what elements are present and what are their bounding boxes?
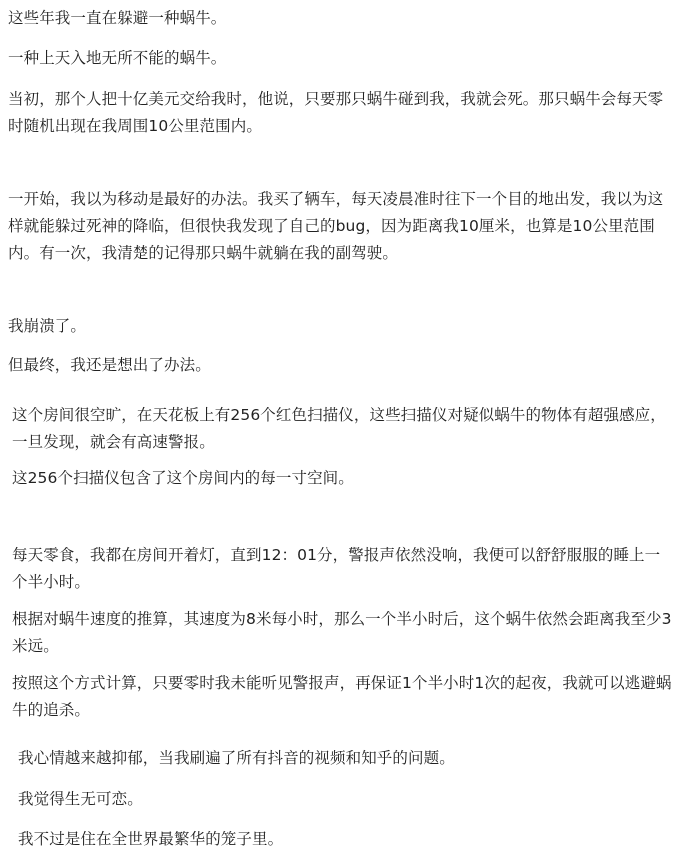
paragraph-14: 我不过是住在全世界最繁华的笼子里。 [18,830,284,848]
paragraph-9: 每天零食，我都在房间开着灯，直到12：01分，警报声依然没响，我便可以舒舒服服的睡上一个半小时。 [12,546,661,591]
paragraph-13: 我觉得生无可恋。 [18,790,143,808]
paragraph-2: 一种上天入地无所不能的蜗牛。 [8,49,227,67]
paragraph-6: 但最终，我还是想出了办法。 [8,356,211,374]
paragraph-4: 一开始，我以为移动是最好的办法。我买了辆车，每天凌晨准时往下一个目的地出发，我以为这样就能躲过死神的降临，但很快我发现了自己的bug，因为距离我10厘米，也算是10公里范围内。有一次，我清楚的记得那只蜗牛就躺在我的副驾驶。 [8,190,664,262]
paragraph-5: 我崩溃了。 [8,317,87,335]
paragraph-7: 这个房间很空旷，在天花板上有256个红色扫描仪，这些扫描仪对疑似蜗牛的物体有超强感应，一旦发现，就会有高速警报。 [12,406,666,451]
paragraph-1: 这些年我一直在躲避一种蜗牛。 [8,9,227,27]
paragraph-8: 这256个扫描仪包含了这个房间内的每一寸空间。 [12,469,354,487]
paragraph-11: 按照这个方式计算，只要零时我未能听见警报声，再保证1个半小时1次的起夜，我就可以逃避蜗牛的追杀。 [12,674,672,719]
paragraph-12: 我心情越来越抑郁，当我刷遍了所有抖音的视频和知乎的问题。 [18,749,455,767]
paragraph-3: 当初，那个人把十亿美元交给我时，他说，只要那只蜗牛碰到我，我就会死。那只蜗牛会每天零时随机出现在我周围10公里范围内。 [8,90,664,135]
paragraph-10: 根据对蜗牛速度的推算，其速度为8米每小时，那么一个半小时后，这个蜗牛依然会距离我至少3米远。 [12,610,672,655]
